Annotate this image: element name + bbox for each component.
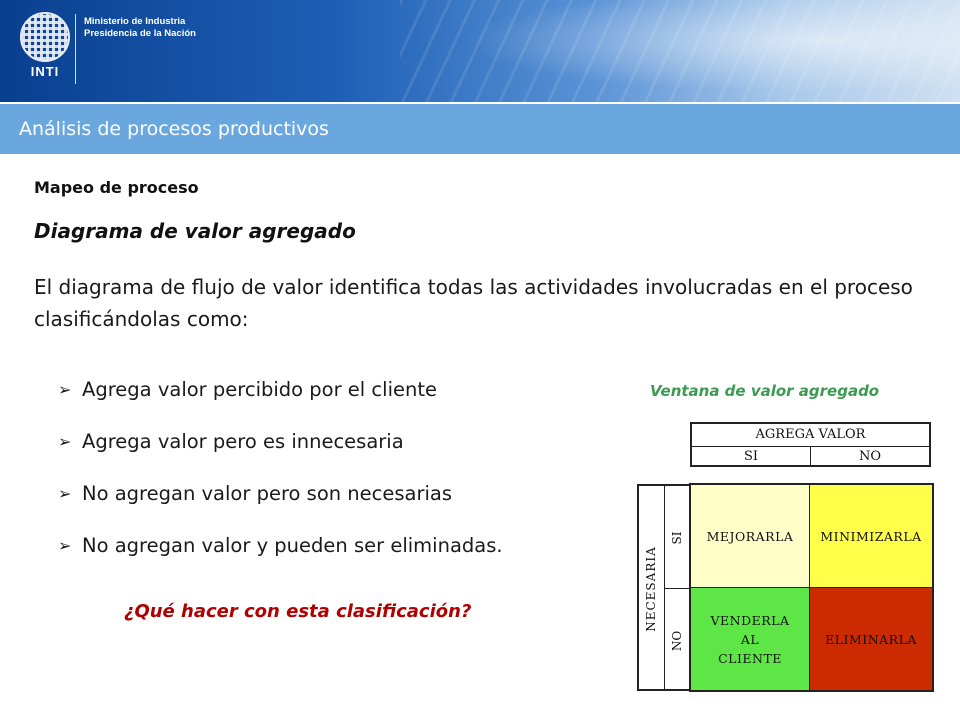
logo-divider xyxy=(75,14,76,84)
slide-subtitle: Diagrama de valor agregado xyxy=(34,219,356,243)
cell-venderla xyxy=(690,587,810,691)
agrega-si-label: SI xyxy=(692,446,811,467)
header-banner xyxy=(0,0,960,102)
banner-decoration xyxy=(400,0,960,102)
necesaria-header xyxy=(637,484,691,691)
arrow-bullet-icon: ➢ xyxy=(58,484,72,503)
list-item xyxy=(58,530,503,582)
bullet-text: No agregan valor pero son necesarias xyxy=(82,482,453,505)
agrega-no-label: NO xyxy=(858,449,882,464)
ministry-line-2: Presidencia de la Nación xyxy=(84,28,196,39)
arrow-bullet-icon: ➢ xyxy=(58,536,72,555)
necesaria-divider xyxy=(664,588,691,589)
cell-label: ELIMINARLA xyxy=(825,631,917,647)
cell-label: MEJORARLA xyxy=(706,528,794,544)
question-text: ¿Qué hacer con esta clasificación? xyxy=(124,601,472,622)
logo-grid-icon xyxy=(20,12,70,62)
arrow-bullet-icon: ➢ xyxy=(58,380,72,399)
slide-title: Análisis de procesos productivos xyxy=(19,118,329,140)
cell-label: MINIMIZARLA xyxy=(820,528,922,544)
necesaria-column xyxy=(639,486,665,689)
cell-minimizarla xyxy=(809,484,933,588)
agrega-valor-label: AGREGA VALOR xyxy=(692,424,929,447)
ministry-line-1: Ministerio de Industria xyxy=(84,16,186,27)
necesaria-no-label: NO xyxy=(670,630,684,652)
list-item xyxy=(58,426,503,478)
list-item xyxy=(58,374,503,426)
cell-eliminarla xyxy=(809,587,933,691)
intro-paragraph: El diagrama de flujo de valor identifica todas las actividades involucradas en el proceso clasificándolas como: xyxy=(34,275,913,331)
necesaria-si-label: SI xyxy=(670,531,684,545)
bullet-text: No agregan valor y pueden ser eliminadas. xyxy=(82,534,503,557)
list-item xyxy=(58,478,503,530)
cell-label: VENDERLA AL CLIENTE xyxy=(710,612,790,666)
title-bar xyxy=(0,104,960,154)
inti-logo xyxy=(16,10,74,92)
bullet-text: Agrega valor pero es innecesaria xyxy=(82,430,404,453)
bullet-text: Agrega valor percibido por el cliente xyxy=(82,378,437,401)
section-label: Mapeo de proceso xyxy=(34,178,199,197)
window-title: Ventana de valor agregado xyxy=(650,382,880,400)
ministry-block xyxy=(84,16,196,40)
cell-mejorarla xyxy=(690,484,810,588)
arrow-bullet-icon: ➢ xyxy=(58,432,72,451)
bullet-list xyxy=(58,374,503,582)
logo-text: INTI xyxy=(30,64,60,79)
agrega-valor-header xyxy=(690,422,931,467)
necesaria-label: NECESARIA xyxy=(644,546,658,632)
